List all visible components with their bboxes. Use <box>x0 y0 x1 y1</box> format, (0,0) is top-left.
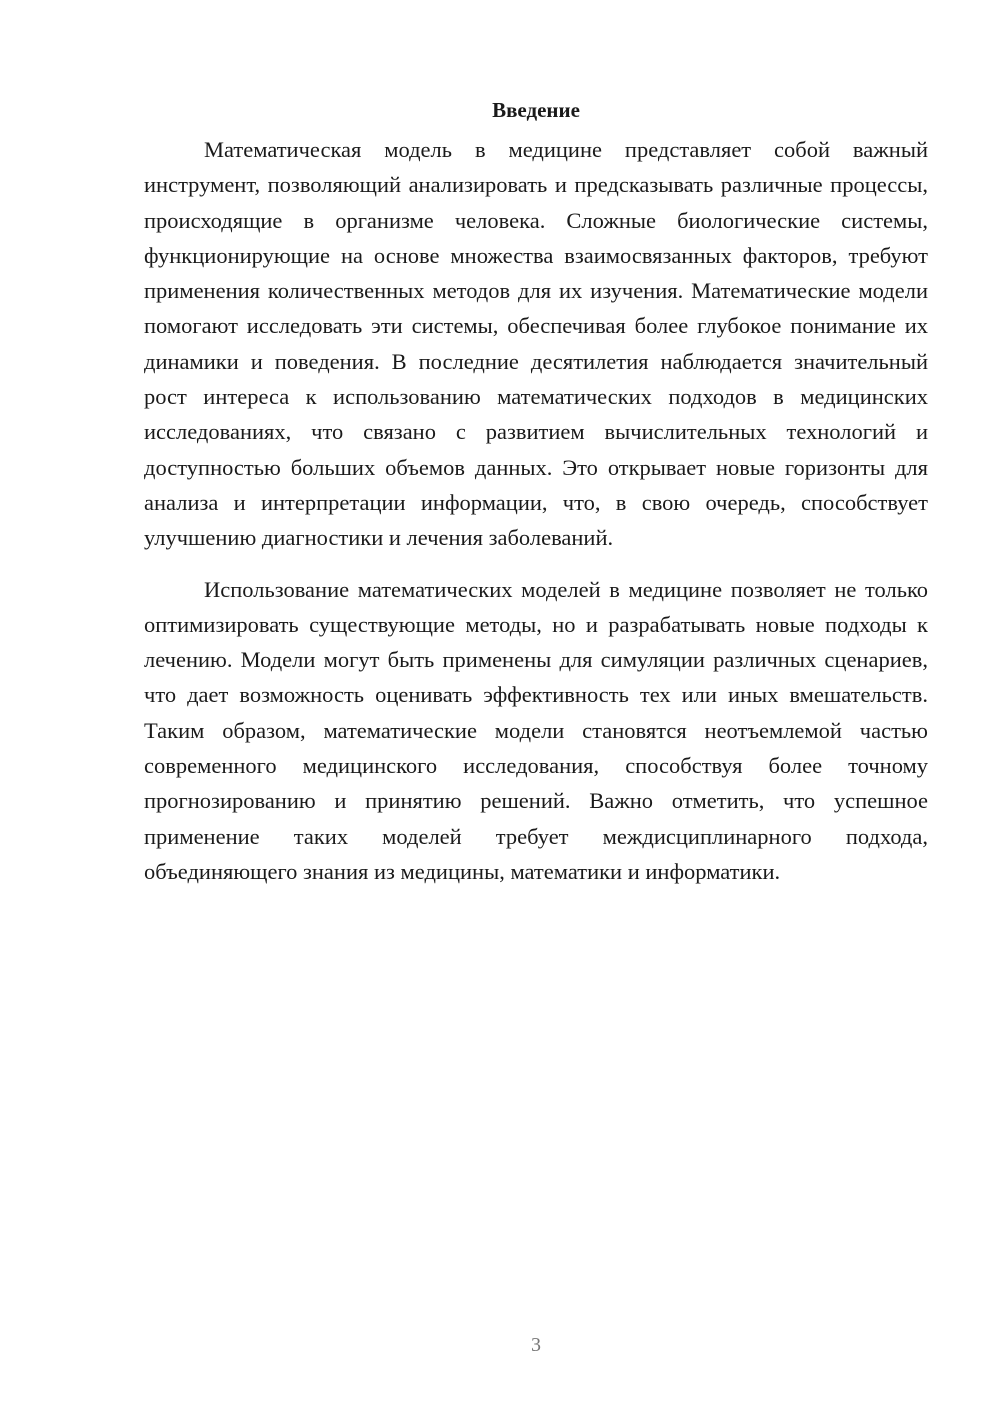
page-content <box>144 96 928 889</box>
paragraph-2: Использование математических моделей в медицине позволяет не только оптимизировать существующие методы, но и разрабатывать новые подходы к лечению. Модели могут быть применены для симуляции различных сценариев, что дает возможность оценивать эффективность тех или иных вмешательств. Таким образом, математические модели становятся неотъемлемой частью современного медицинского исследования, способствуя более точному прогнозированию и принятию решений. Важно отметить, что успешное применение таких моделей требует междисциплинарного подхода, объединяющего знания из медицины, математики и информатики. <box>144 576 928 884</box>
page-number: 3 <box>531 1334 541 1356</box>
paragraph-1: Математическая модель в медицине представляет собой важный инструмент, позволяющий анализировать и предсказывать различные процессы, происходящие в организме человека. Сложные биологические системы, функционирующие на основе множества взаимосвязанных факторов, требуют применения количественных методов для их изучения. Математические модели помогают исследовать эти системы, обеспечивая более глубокое понимание их динамики и поведения. В последние десятилетия наблюдается значительный рост интереса к использованию математических подходов в медицинских исследованиях, что связано с развитием вычислительных технологий и доступностью больших объемов данных. Это открывает новые горизонты для анализа и интерпретации информации, что, в свою очередь, способствует улучшению диагностики и лечения заболеваний. <box>144 137 928 551</box>
section-heading: Введение <box>492 98 580 122</box>
